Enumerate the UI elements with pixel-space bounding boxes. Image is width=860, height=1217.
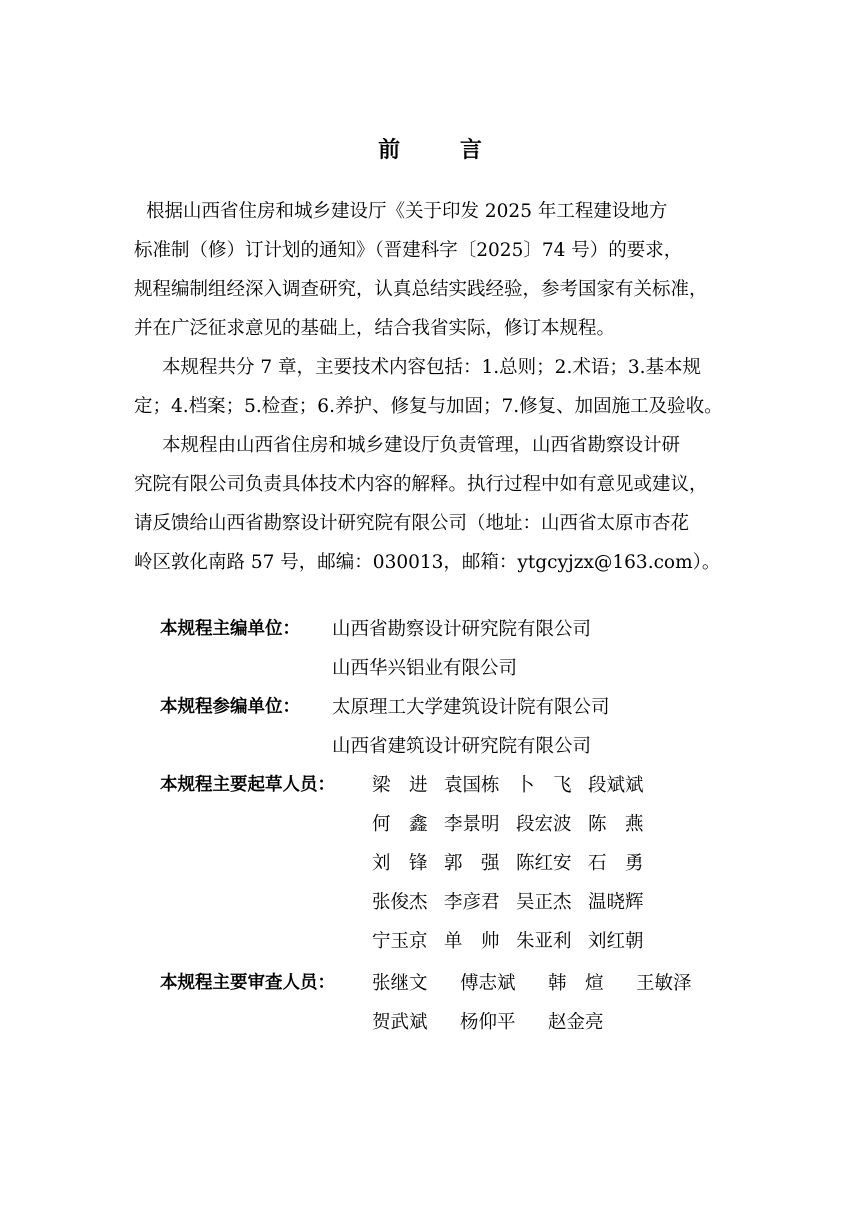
reviewer-name: 赵金亮	[548, 1012, 604, 1033]
drafter-name: 李景明	[444, 814, 500, 835]
paragraph-1	[134, 192, 734, 348]
drafter-name: 卜 飞	[516, 775, 572, 796]
participating-units-label: 本规程参编单位：	[160, 697, 300, 717]
paragraph-line: 根据山西省住房和城乡建设厅《关于印发 2025 年工程建设地方	[146, 201, 668, 222]
drafter-name: 何 鑫	[372, 814, 428, 835]
reviewers-label: 本规程主要审查人员：	[160, 973, 335, 993]
paragraph-line: 请反馈给山西省勘察设计研究院有限公司（地址：山西省太原市杏花	[134, 513, 690, 534]
paragraph-line: 究院有限公司负责具体技术内容的解释。执行过程中如有意见或建议，	[134, 474, 708, 495]
paragraph-line: 本规程由山西省住房和城乡建设厅负责管理，山西省勘察设计研	[162, 435, 681, 456]
drafter-name: 陈 燕	[588, 814, 644, 835]
participating-unit: 山西省建筑设计研究院有限公司	[332, 736, 592, 757]
drafter-name: 刘 锋	[372, 853, 428, 874]
drafter-name: 郭 强	[444, 853, 500, 874]
reviewer-name: 杨仰平	[460, 1012, 516, 1033]
paragraph-line: 定；4.档案；5.检查；6.养护、修复与加固；7.修复、加固施工及验收。	[134, 396, 723, 417]
reviewer-name: 傅志斌	[460, 973, 516, 994]
drafter-name: 单 帅	[444, 931, 500, 952]
drafter-name: 张俊杰	[372, 892, 428, 913]
drafter-name: 吴正杰	[516, 892, 572, 913]
chief-unit: 山西省勘察设计研究院有限公司	[332, 619, 592, 640]
reviewer-name: 贺武斌	[372, 1012, 428, 1033]
drafters-names	[372, 805, 660, 844]
drafter-name: 段宏波	[516, 814, 572, 835]
drafter-name: 刘红朝	[588, 931, 644, 952]
paragraph-line: 岭区敦化南路 57 号，邮编：030013，邮箱：ytgcyjzx@163.com）。	[134, 552, 721, 573]
drafters-names	[372, 883, 660, 922]
drafter-name: 朱亚利	[516, 931, 572, 952]
paragraph-3	[134, 426, 734, 582]
drafter-name: 宁玉京	[372, 931, 428, 952]
reviewer-name: 王敏泽	[636, 973, 692, 994]
drafter-name: 温晓辉	[588, 892, 644, 913]
drafters-names	[372, 922, 660, 961]
page-title: 前 言	[378, 138, 508, 163]
foreword-body	[134, 192, 734, 582]
paragraph-line: 规程编制组经深入调查研究，认真总结实践经验，参考国家有关标准，	[134, 279, 708, 300]
participating-unit: 太原理工大学建筑设计院有限公司	[332, 697, 610, 718]
paragraph-2	[134, 348, 734, 426]
drafters-names	[372, 844, 660, 883]
drafters-label: 本规程主要起草人员：	[160, 775, 335, 795]
reviewers-names	[372, 964, 724, 1003]
paragraph-line: 标准制（修）订计划的通知》（晋建科字〔2025〕74 号）的要求，	[134, 240, 683, 261]
drafter-name: 石 勇	[588, 853, 644, 874]
drafter-name: 袁国栋	[444, 775, 500, 796]
chief-unit: 山西华兴铝业有限公司	[332, 658, 518, 679]
drafter-name: 陈红安	[516, 853, 572, 874]
reviewers-names	[372, 1003, 636, 1042]
drafters-names	[372, 766, 660, 805]
chief-units-label: 本规程主编单位：	[160, 619, 300, 639]
paragraph-line: 本规程共分 7 章，主要技术内容包括：1.总则；2.术语；3.基本规	[162, 357, 701, 378]
reviewer-name: 张继文	[372, 973, 428, 994]
drafter-name: 李彦君	[444, 892, 500, 913]
reviewer-name: 韩 煊	[548, 973, 604, 994]
drafter-name: 梁 进	[372, 775, 428, 796]
paragraph-line: 并在广泛征求意见的基础上，结合我省实际，修订本规程。	[134, 318, 616, 339]
drafter-name: 段斌斌	[588, 775, 644, 796]
